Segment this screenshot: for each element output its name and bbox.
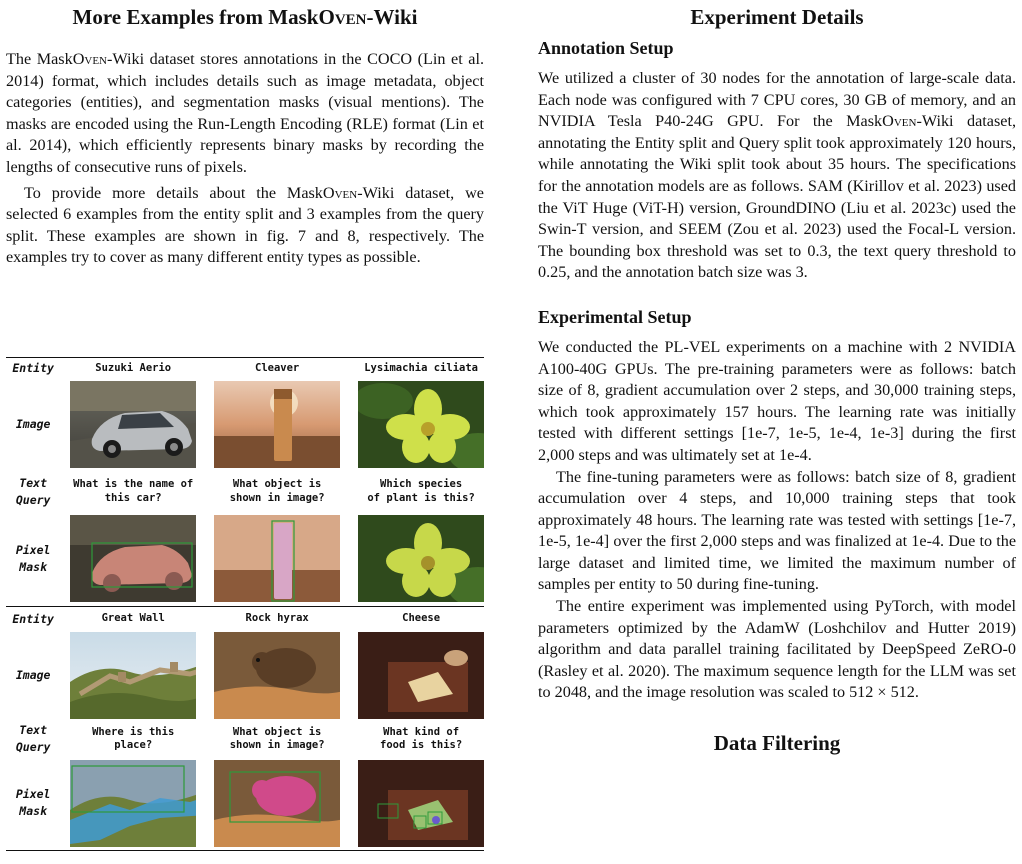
text: The Mask <box>6 50 73 68</box>
title-text-end: -Wiki <box>366 5 418 29</box>
row-label-image: Image <box>15 668 51 682</box>
label-line: Mask <box>19 804 47 818</box>
paragraph-examples <box>6 183 484 269</box>
row-label-entity: Entity <box>12 611 54 626</box>
label-line: Text <box>19 723 47 737</box>
entity-name: Lysimachia ciliata <box>364 361 478 374</box>
cleaver-mask <box>214 515 340 602</box>
text: To provide more details about the Mask <box>24 183 323 202</box>
row-label-image: Image <box>15 417 51 431</box>
text-sc: Oven <box>72 50 107 68</box>
label-line: Query <box>15 492 51 507</box>
paragraph-annotation-setup <box>538 68 1016 284</box>
left-column <box>6 0 484 818</box>
query-line: of plant is this? <box>367 491 475 504</box>
paragraph-implementation: The entire experiment was implemented using PyTorch, with model parameters optimized by the AdamW (Loshchilov and Hutter 2019) algorithm and data parallel training facilitated by DeepSpeed ZeRO-0 (Rasley et al. 2020). The maximum sequence length for the LLM was set to 2048, and the image resolution was scaled to 512 × 512. <box>538 597 1016 702</box>
label-line: Text <box>19 475 47 490</box>
paragraph-dataset-format <box>6 49 484 179</box>
section-title-experiment-details: Experiment Details <box>690 5 864 29</box>
row-label-text-query <box>6 475 60 509</box>
row-label-text-query <box>6 722 60 756</box>
figure-block-entity-split <box>6 358 484 604</box>
suzuki-aerio-mask <box>70 515 196 602</box>
text-sc: Oven <box>882 112 917 131</box>
text-query <box>358 726 484 753</box>
cheese-photo <box>358 632 484 719</box>
row-label-pixel-mask <box>6 542 60 576</box>
text: We utilized a cluster of 30 nodes for the annotation of large-scale data. Each node was configured with 7 CPU cores, 30 GB of memory, and an NVIDIA Tesla P40-24G GPU. For the Mask <box>538 69 1016 131</box>
text: -Wiki dataset, we selected 6 examples from the entity split and 3 examples from the query split. These examples are shown in fig. 7 and 8, respectively. The examples try to cover as many different entity types as possible. <box>6 183 484 267</box>
query-line: What kind of <box>383 725 460 738</box>
entity-name: Rock hyrax <box>245 612 309 625</box>
label-line: Mask <box>19 559 47 574</box>
text: -Wiki dataset, annotating the Entity split and Query split took approximately 120 hours, while annotating the Wiki split took about 35 hours. The specifications for the annotation models are as follows. SAM (Kirillov et al. 2023) used the ViT Huge (ViT-H) version, GroundDINO (Liu et al. 2023c) used the Swin-T version, and SEEM (Zou et al. 2023) used the Focal-L version. The bounding box threshold was set to 0.3, the text query threshold to 0.25, and the annotation batch size was 3. <box>538 112 1016 282</box>
text-query <box>358 478 484 505</box>
query-line: shown in image? <box>229 739 325 751</box>
text: -Wiki dataset stores annotations in the COCO (Lin et al. 2014) format, which includes details such as image metadata, object categories (entities), and segmentation masks (visual mentions). The masks are encoded using the Run-Length Encoding (RLE) format (Lin et al. 2014), which efficiently represents binary masks by recording the lengths of consecutive runs of pixels. <box>6 50 484 176</box>
query-line: What is the name of <box>73 478 194 490</box>
entity-name: Great Wall <box>101 612 165 625</box>
right-column <box>538 0 1016 757</box>
subsection-experimental-setup: Experimental Setup <box>538 306 692 327</box>
query-line: shown in image? <box>229 491 325 504</box>
rock-hyrax-mask <box>214 760 340 847</box>
title-text: More Examples from Mask <box>72 5 319 29</box>
text-sc: Oven <box>322 183 358 202</box>
entity-name: Suzuki Aerio <box>95 361 172 374</box>
section-title-more-examples <box>6 0 484 31</box>
lysimachia-mask <box>358 515 484 602</box>
row-label-pixel-mask <box>6 786 60 820</box>
query-line: What object is <box>232 725 322 738</box>
lysimachia-photo <box>358 381 484 468</box>
query-line: food is this? <box>380 739 463 751</box>
row-label-entity: Entity <box>12 361 54 375</box>
query-line: this car? <box>104 491 162 504</box>
query-line: What object is <box>232 478 322 490</box>
entity-name: Cheese <box>402 612 441 625</box>
paragraph-finetuning: The fine-tuning parameters were as follows: batch size of 8, gradient accumulation over 4 steps, and 10,000 training steps that took approximately 48 hours. The learning rate was tested with settings [1e-7, 1e-5, 1e-4] over the first 2,000 steps and was finalized at 1e-4. Due to the large dataset and limited time, we limited the maximum number of samples per entity to 50 during fine-tuning. <box>538 467 1016 594</box>
suzuki-aerio-photo <box>70 381 196 468</box>
label-line: Pixel <box>15 787 51 801</box>
cleaver-photo <box>214 381 340 468</box>
paragraph-pretraining: We conducted the PL-VEL experiments on a machine with 2 NVIDIA A100-40G GPUs. The pre-training parameters were as follows: batch size of 8, gradient accumulation over 2 steps, and 30,000 training steps, which took approximately 157 hours. The learning rate was initially tested with different settings [1e-7, 1e-5, 1e-4, 1e-3] during the first 2,000 steps and was ultimately set at 1e-4. <box>538 337 1016 464</box>
figure-examples-grid <box>6 357 484 851</box>
great-wall-photo <box>70 632 196 719</box>
label-line: Query <box>15 740 51 754</box>
section-title-data-filtering: Data Filtering <box>713 731 841 756</box>
cheese-mask <box>358 760 484 847</box>
query-line: Where is this place? <box>92 725 175 751</box>
entity-name: Cleaver <box>255 361 300 374</box>
label-line: Pixel <box>15 542 51 557</box>
text-query <box>214 478 340 505</box>
great-wall-mask <box>70 760 196 847</box>
rock-hyrax-photo <box>214 632 340 719</box>
title-smallcaps: Oven <box>318 5 367 29</box>
text-query <box>214 726 340 753</box>
figure-block-query-split <box>6 607 484 848</box>
subsection-annotation-setup: Annotation Setup <box>538 38 674 58</box>
text-query <box>70 478 196 505</box>
text-query <box>70 726 196 753</box>
query-line: Which species <box>380 478 463 490</box>
